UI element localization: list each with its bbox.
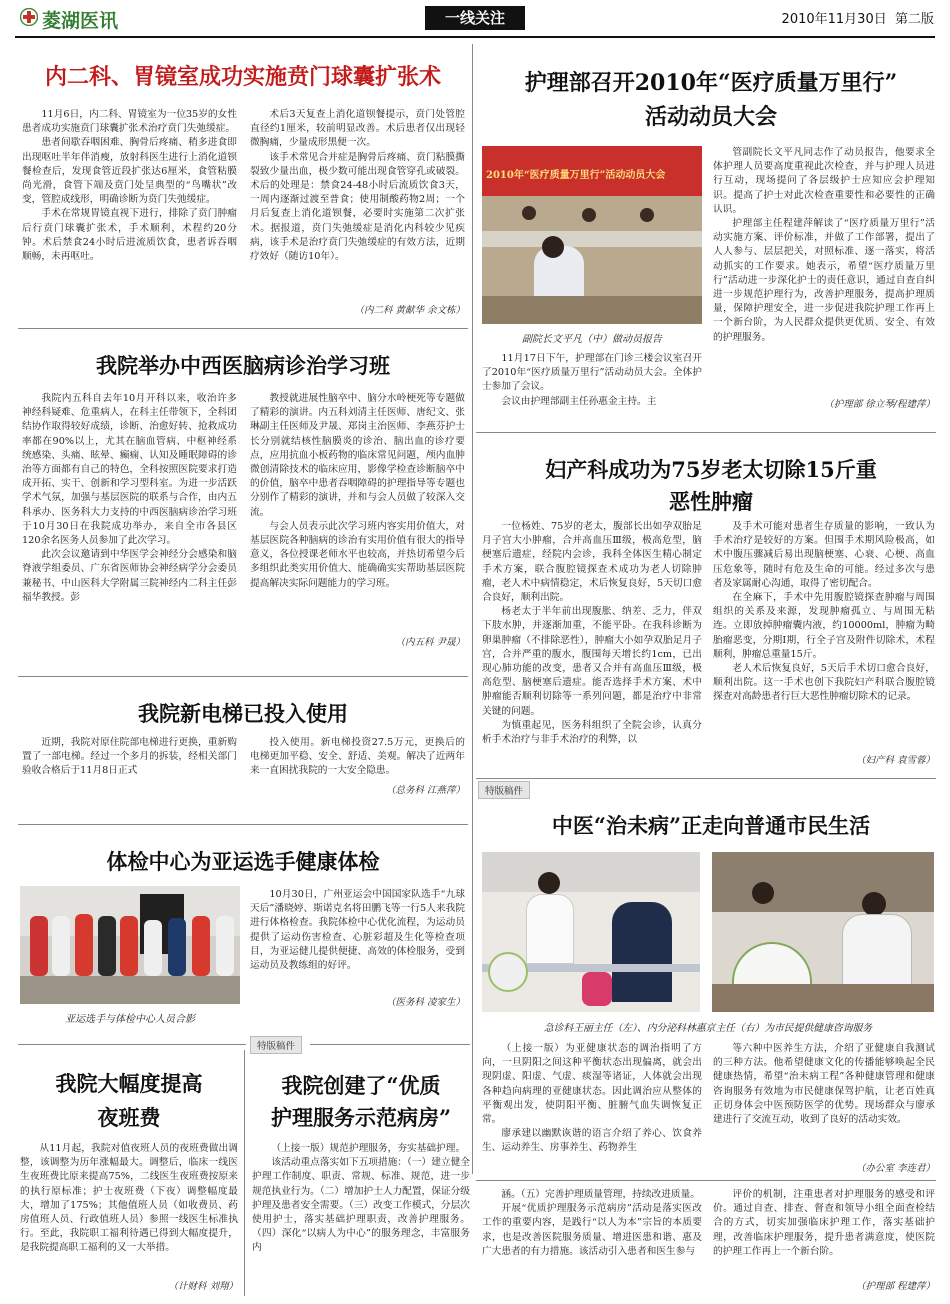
a2-byline: （护理部 徐立琴/程建萍） — [824, 399, 935, 410]
a7-caption: 亚运选手与体检中心人员合影 — [65, 1014, 195, 1025]
a1-byline: （内二科 黄献华 余文栋） — [354, 305, 465, 316]
a3-col2: 教授就进展性脑卒中、脑分水岭梗死等专题做了精彩的演讲。内五科刘清主任医师、唐纪文、张琳副主任医师及尹晟、郑岗主治医师、李燕芬护士长分别就结核性脑膜炎的诊治、脑出血的诊疗要点，应用抗血小板药物的临床常见问题，颅内血肿微创清除技术的临床应用，影像学检查诊断脑卒中的价值，脑卒中患者吞咽障碍的护理指导等专题也分别作了精彩的演讲，并和与会人员做了较深入交流。 与会人员表示此次学习班内容实用价值大，对基层医院各种脑病的诊治有实用价值有很大的指导意义，各位授课老师水平也较高，并热切希望今后多组织此类实用价值大、能确确实实帮助基层医院提高解决实际问题能力的学习班。 — [250, 393, 465, 589]
a4-title2: 恶性肿瘤 — [669, 489, 753, 514]
a2-title2: 活动动员大会 — [644, 104, 777, 130]
a9-rule — [310, 1044, 470, 1045]
a8-text: 从11月起，我院对值夜班人员的夜班费做出调整，该调整为历年涨幅最大。调整后，临床一线医生夜班费比原来提高75%，二线医生夜班费按原来的执行原标准；护士夜班费（下夜）调整幅度最大，增加了175%；其他值班人员（如收费员、药房值班人员、行政值班人员）参照一线医生标准执行。至此，我院职工福利待遇已得到大幅度提升，是我院提高职工福利的又一大举措。 — [20, 1143, 238, 1254]
a5-title: 我院新电梯已投入使用 — [138, 701, 348, 726]
issue-info — [782, 8, 934, 27]
a6-col1: （上接一版）为亚健康状态的调治指明了方向，一旦阴阳之间这种平衡状态出现偏离，就会出现阴虚、阳虚、气虚、痰湿等诸证，人体就会出现各种趋向病理的亚健康状态。因此调治应从整体的平衡观出发，使阴阳平衡、脏腑气血失调恢复正常。 廖承建以幽默诙谐的语言介绍了养心、饮食养生、运动养生、房事养生、药物养生 — [482, 1043, 702, 1154]
a2-banner-text: 2010年“医疗质量万里行”活动动员大会 — [486, 170, 666, 181]
a5-byline: （总务科 江燕萍） — [385, 785, 465, 796]
a7-rule — [18, 1044, 246, 1045]
a1-title: 内二科、胃镜室成功实施贲门球囊扩张术 — [44, 64, 441, 90]
a8-byline: （计财科 刘翔） — [168, 1281, 238, 1292]
a9-tag: 特版稿件 — [250, 1036, 302, 1054]
a1-col2: 术后3天复查上消化道钡餐提示，贲门处管腔直径约1厘米，较前明显改善。术后患者仅出现轻微胸痛，少量成形黑便一次。 该手术常见合并症是胸骨后疼痛、贲门粘膜撕裂致少量出血，极少数可能出现食管穿孔或破裂。术后的处理是：禁食24-48小时后流质饮食3天，一周内逐渐过渡至普食；使用制酸药物2周；一个月后复查上消化道钡餐，必要时实施第二次扩张术。据报道，贲门失弛缓症是消化内科较少见疾病，该手术是治疗贲门失弛缓症的有效方法，近期疗效好（随访10年）。 — [250, 109, 465, 263]
a5-rule — [18, 824, 468, 825]
a6-col2: 等六种中医养生方法，介绍了亚健康自我测试的三种方法。他希望健康文化的传播能够唤起全民健康热情，希望“治未病工程”各种健康管理和健康咨询服务有效地为市民健康保驾护航，让老百姓真正切身体会中医预防医学的优势。现场群众与廖承建进行了交流互动，收到了良好的活动实效。 — [713, 1043, 935, 1126]
a6-title: 中医“治未病”正走向普通市民生活 — [551, 813, 871, 838]
issue-date: 2010年11月30日 — [781, 12, 887, 27]
a7-title: 体检中心为亚运选手健康体检 — [106, 849, 380, 874]
cross-logo-icon — [20, 8, 38, 26]
a8-divider — [244, 1050, 245, 1296]
a7-photo — [20, 886, 240, 1004]
a4-col2: 及手术可能对患者生存质量的影响，一致认为手术治疗是较好的方案。但围手术期风险极高，如术中腹压骤减后易出现脑梗塞、心衰、心梗、高血压危象等，随时有危及生命的可能。经过多次与患者及家属耐心沟通，取得了密切配合。 在全麻下，手术中先用腹腔镜探查肿瘤与周围组织的关系及来源，发现肿瘤孤立、与周围无粘连。立即放掉肿瘤囊内液，约10000ml，肿瘤为畸胎瘤恶变，分期Ⅰ期，行全子宫及附件切除术，术程顺利，肿瘤总重量15斤。 老人术后恢复良好，5天后手术切口愈合良好，顺利出院。这一手术也创下我院妇产科联合腹腔镜探查对高龄患者行巨大恶性肿瘤切除术的记录。 — [713, 521, 935, 703]
a2-rule — [476, 432, 936, 433]
a9-top-rule — [476, 1180, 936, 1181]
a3-title: 我院举办中西医脑病诊治学习班 — [96, 353, 390, 378]
a5-col1: 近期，我院对原住院部电梯进行更换，重新购置了一部电梯。经过一个多月的拆装，经相关部门验收合格后于11月8日正式 — [22, 737, 237, 777]
section-label: 一线关注 — [425, 6, 525, 30]
a7-text: 10月30日，广州亚运会中国国家队选手“九球天后”潘晓婷、斯诺克名将田鹏飞等一行5人来我院进行体格检查。我院体检中心优化流程，为运动员提供了运动伤害检查、心脏彩超及生化等检查项目，为亚运健儿提供便捷、高效的体检服务，受到运动员及教练组的好评。 — [250, 889, 465, 972]
column-divider — [472, 44, 473, 1174]
a3-rule — [18, 676, 468, 677]
logo-text: 菱湖医讯 — [42, 10, 119, 32]
masthead-rule — [15, 36, 935, 38]
a9-col2: 涵。（五）完善护理质量管理，持续改进质量。 开展“优质护理服务示范病房”活动是落实医改工作的重要内容，是践行“以人为本”宗旨的本质要求，也是改善医院服务质量、增进医患和谐、惠及广大患者的有力措施。该活动引入患者和医生参与 — [482, 1189, 702, 1257]
a6-caption: 急诊科王丽主任（左）、内分泌科林惠京主任（右）为市民提供健康咨询服务 — [543, 1023, 873, 1034]
a5-col2: 投入使用。新电梯投资27.5万元，更换后的电梯更加平稳、安全、舒适、美观。解决了近两年来一直困扰我院的一大安全隐患。 — [250, 737, 465, 777]
a1-rule — [18, 328, 468, 329]
a9-title: 我院创建了“优质 — [281, 1073, 441, 1098]
a9-col1: （上接一版）规范护理服务，夯实基础护理。 该活动重点落实如下五项措施：（一）建立健全护理工作制度、职责、常规、标准、规范，进一步规范执业行为。（二）增加护士人力配置，保证分级护理及患者安全需要。（三）改变工作模式，分层次使用护士，落实基础护理职责，改善护理服务。（四）深化“以病人为中心”的服务理念，丰富服务内 — [252, 1143, 470, 1254]
a4-rule — [476, 778, 936, 779]
a6-photo-right — [712, 852, 934, 1012]
a3-byline: （内五科 尹晟） — [395, 637, 465, 648]
a6-photo-left — [482, 852, 700, 1012]
a9-byline: （护理部 程建萍） — [855, 1281, 935, 1292]
a9-col3: 评价的机制，注重患者对护理服务的感受和评价。通过自查、排查、督查和领导小组全面查检结合的方式，切实加强临床护理工作，落实基础护理，改善临床护理服务，提升患者满意度，使医院的护理工作再上一个新台阶。 — [713, 1189, 935, 1257]
a8-title: 我院大幅度提高 — [55, 1071, 203, 1096]
a1-col1: 11月6日，内二科、胃镜室为一位35岁的女性患者成功实施贲门球囊扩张术治疗贲门失弛缓症。 患者间歇吞咽困难、胸骨后疼痛、稍多进食即出现呕吐半年伴消瘦，放射科医生进行上消化道钡餐检查后，发现食管近段扩张达6厘米，食管粘膜尚光滑，食管下端及贲门处呈典型的“鸟嘴状”改变，管腔成线形，明确诊断为贲门失弛缓症。 手术在常规胃镜直视下进行，排除了贲门肿瘤后行贲门球囊扩张术，手术顺利，术程约20分钟。术后禁食24小时后进流质饮食，患者诉吞咽顺畅，未再呕吐。 — [22, 109, 237, 263]
a8-title2: 夜班费 — [97, 1105, 161, 1130]
a9-title2: 护理服务示范病房” — [270, 1105, 452, 1130]
a7-byline: （医务科 凌家生） — [385, 997, 465, 1008]
a6-tag: 特版稿件 — [478, 781, 530, 799]
a4-byline: （妇产科 袁雪蓉） — [855, 755, 935, 766]
a6-byline: （办公室 李连君） — [855, 1163, 935, 1174]
masthead — [0, 0, 950, 44]
a2-title: 护理部召开2010年“医疗质量万里行” — [524, 70, 898, 96]
a3-col1: 我院内五科自去年10月开科以来，收治许多神经科疑难、危重病人，在科主任带领下，全科团结协作取得较好成绩，诊断、治愈好转、抢救成功率都在90%以上，尤其在脑血管病、中枢神经系统感染、头痛、眩晕、癫痫、认知及睡眠障碍的诊治等方面都有自己的特色，全科按照医院要求打造成开拓、实干、创新和学习型科室。为进一步活跃学术气氛，加强与基层医院的联系与合作，由内五科承办、医务科大力支持的中西医脑病诊治学习班于10月30日在我院成功举办，来自全市各县区120余名医务人员参加了此次学习。 此次会议邀请到中华医学会神经分会感染和脑脊液学组委员、广东省医师协会神经病学分会委员兼秘书、中山医科大学附属三院神经内二科主任彭福华教授。彭 — [22, 393, 237, 603]
a4-title: 妇产科成功为75岁老太切除15斤重 — [545, 457, 877, 482]
a2-right: 管副院长文平凡同志作了动员报告，他要求全体护理人员要高度重视此次检查，并与护理人员进行互动，现场提问了各层级护士应知应会护理知识。提高了护士对此次检查重要性和必要性的正确认识。 护理部主任程建萍解读了“医疗质量万里行”活动实施方案、评价标准，并做了工作部署，提出了人人参与、层层把关，对照标准、逐一落实，将活动抓实的工作要求。她表示，希望“医疗质量万里行”活动进一步深化护士的责任意识，通过自查自纠进一步规范护理行为，改善护理服务，提高护理质量，保障护理安全，进一步促进我院护理工作再上一个新台阶，为人民群众提供更优质、安全、有效的护理服务。 — [713, 147, 935, 343]
a4-col1: 一位杨姓、75岁的老太，腹部长出如孕双胎足月子宫大小肿瘤，合并高血压Ⅲ级，极高危型，脑梗塞后遗症，经院内会诊，我科全体医生精心制定手术方案，联合腹腔镜探查术成功为老人切除肿瘤，老人术中病情稳定，术后恢复良好，5天切口愈合良好，顺利出院。 杨老太于半年前出现腹胀、纳差、乏力，伴双下肢水肿，并逐渐加重，不能平卧。在我科诊断为卵巢肿瘤（不排除恶性），肿瘤大小如孕双胎足月子宫，合并严重的腹水，腹围每天增长约1cm，已出现心肺功能的改变，患者又合并有高血压Ⅲ级，极高危型、脑梗塞后遗症。能否选择手术方案、术中肿瘤能否顺利切除等一系列问题，都是治疗中非常关键的问题。 为慎重起见，医务科组织了全院会诊，认真分析手术治疗与非手术治疗的利弊，以 — [482, 521, 702, 746]
hospital-logo — [20, 6, 170, 32]
edition: 第二版 — [894, 12, 934, 27]
a2-left: 11月17日下午，护理部在门诊三楼会议室召开了2010年“医疗质量万里行”活动动员大会。全体护士参加了会议。 会议由护理部副主任孙惠金主持。主 — [482, 353, 702, 407]
a2-photo — [482, 146, 702, 324]
a2-caption: 副院长文平凡（中）做动员报告 — [522, 334, 662, 345]
